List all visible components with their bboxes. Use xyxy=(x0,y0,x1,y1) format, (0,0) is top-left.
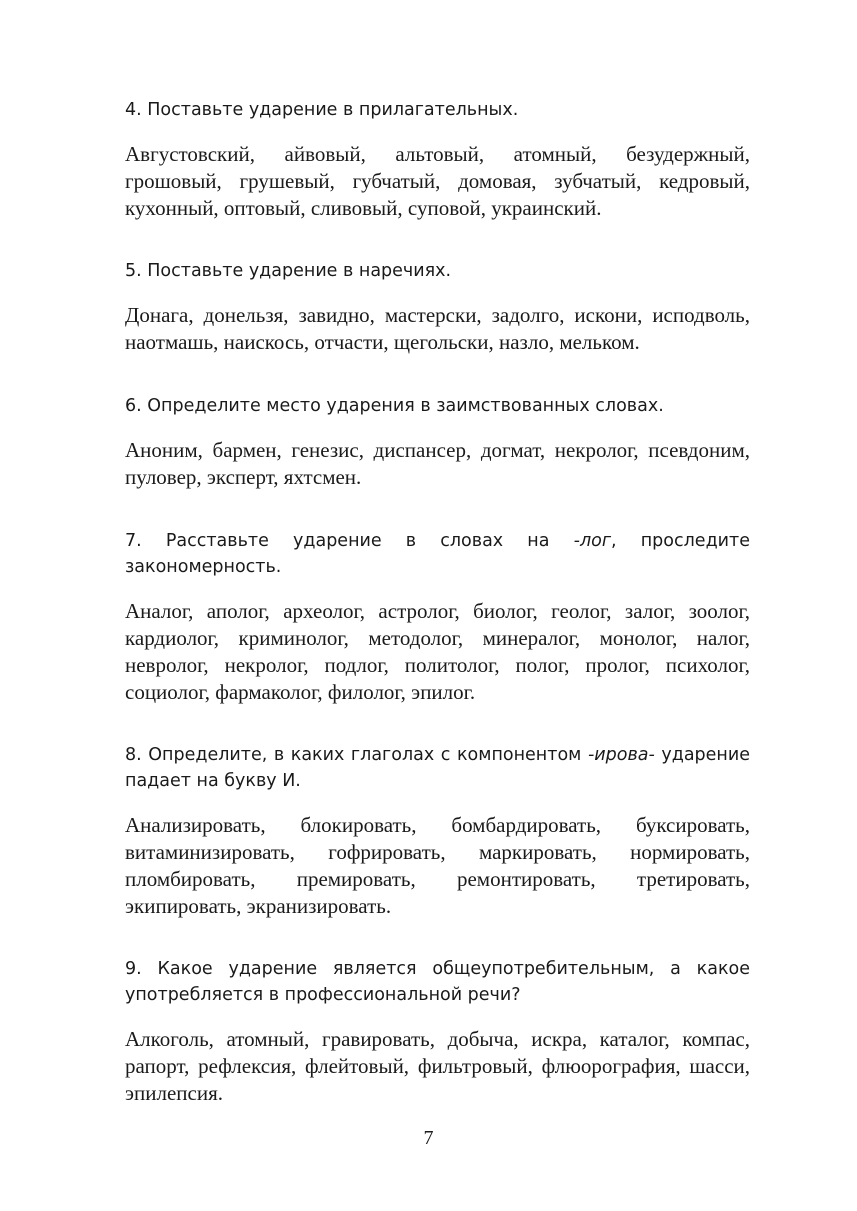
task-body: Августовский, айвовый, альтовый, атомный, безудержный, грошовый, грушевый, губчатый, домовая, зубчатый, кедровый, кухонный, оптовый, сливовый, суповой, украинский. xyxy=(125,142,750,220)
task-heading: 4. Поставьте ударение в прилагательных. xyxy=(125,100,519,120)
task-4 xyxy=(125,97,750,222)
task-5 xyxy=(125,258,750,356)
task-heading xyxy=(125,528,750,580)
task-body: Алкоголь, атомный, гравировать, добыча, искра, каталог, компас, рапорт, рефлексия, флейтовый, фильтровый, флюорография, шасси, эпилепсия. xyxy=(125,1027,750,1105)
heading-text: 7. Расставьте ударение в словах на xyxy=(125,531,574,551)
task-body: Донага, донельзя, завидно, мастерски, задолго, искони, исподволь, наотмашь, наискось, отчасти, щегольски, назло, мельком. xyxy=(125,303,750,354)
task-6 xyxy=(125,393,750,491)
task-body: Анализировать, блокировать, бомбардировать, буксировать, витаминизировать, гофрировать, маркировать, нормировать, пломбировать, премировать, ремонтировать, третировать, экипировать, экранизировать. xyxy=(125,813,750,918)
heading-term: -ирова- xyxy=(587,745,655,765)
task-heading: 5. Поставьте ударение в наречиях. xyxy=(125,261,452,281)
task-9 xyxy=(125,956,750,1107)
task-heading xyxy=(125,742,750,794)
task-body: Аналог, аполог, археолог, астролог, биолог, геолог, залог, зоолог, кардиолог, криминолог, методолог, минералог, монолог, налог, невролог, некролог, подлог, политолог, полог, пролог, психолог, социолог, фармаколог, филолог, эпилог. xyxy=(125,599,750,704)
task-body: Аноним, бармен, генезис, диспансер, догмат, некролог, псевдоним, пуловер, эксперт, яхтсмен. xyxy=(125,438,750,489)
page-number: 7 xyxy=(423,1127,434,1149)
task-heading: 9. Какое ударение является общеупотребительным, а какое употребляется в профессиональной речи? xyxy=(125,959,750,1005)
task-7 xyxy=(125,528,750,706)
heading-text: ударение падает на букву И. xyxy=(125,745,751,791)
task-heading: 6. Определите место ударения в заимствованных словах. xyxy=(125,396,664,416)
heading-text: 8. Определите, в каких глаголах с компонентом xyxy=(125,745,588,765)
heading-text: , проследите закономерность. xyxy=(125,531,751,577)
task-8 xyxy=(125,742,750,920)
heading-term: -лог xyxy=(573,531,612,551)
